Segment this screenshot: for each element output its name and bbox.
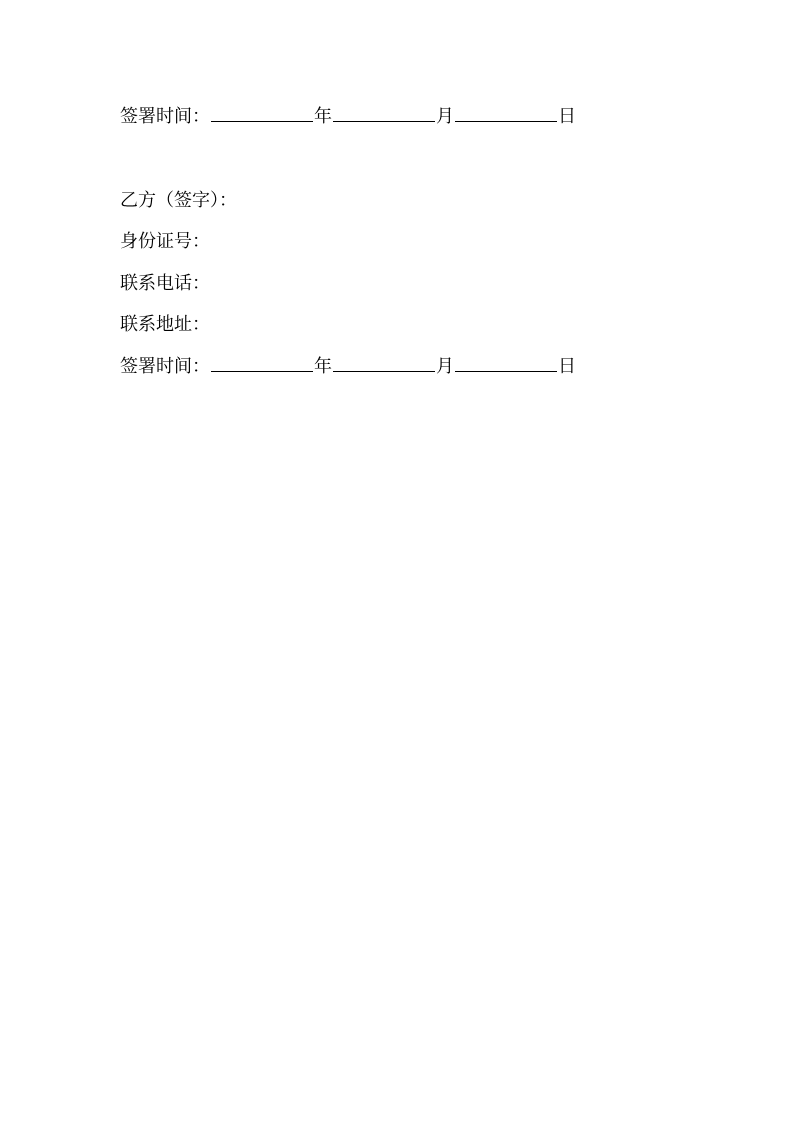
month-unit: 月 (436, 106, 454, 127)
year-unit: 年 (314, 356, 332, 377)
party-b-id-number-label: 身份证号： (120, 231, 210, 252)
sign-date-label: 签署时间： (120, 356, 210, 377)
day-unit: 日 (558, 106, 576, 127)
year-blank (211, 105, 313, 122)
day-blank (455, 105, 557, 122)
party-a-sign-date-line (120, 105, 576, 128)
year-unit: 年 (314, 106, 332, 127)
day-unit: 日 (558, 356, 576, 377)
day-blank (455, 355, 557, 372)
sign-date-label: 签署时间： (120, 106, 210, 127)
year-blank (211, 355, 313, 372)
party-b-sign-date-line (120, 355, 576, 378)
month-blank (333, 105, 435, 122)
month-blank (333, 355, 435, 372)
party-b-address-label: 联系地址： (120, 314, 210, 335)
party-b-heading: 乙方（签字）： (120, 190, 237, 211)
party-b-phone-label: 联系电话： (120, 273, 210, 294)
month-unit: 月 (436, 356, 454, 377)
